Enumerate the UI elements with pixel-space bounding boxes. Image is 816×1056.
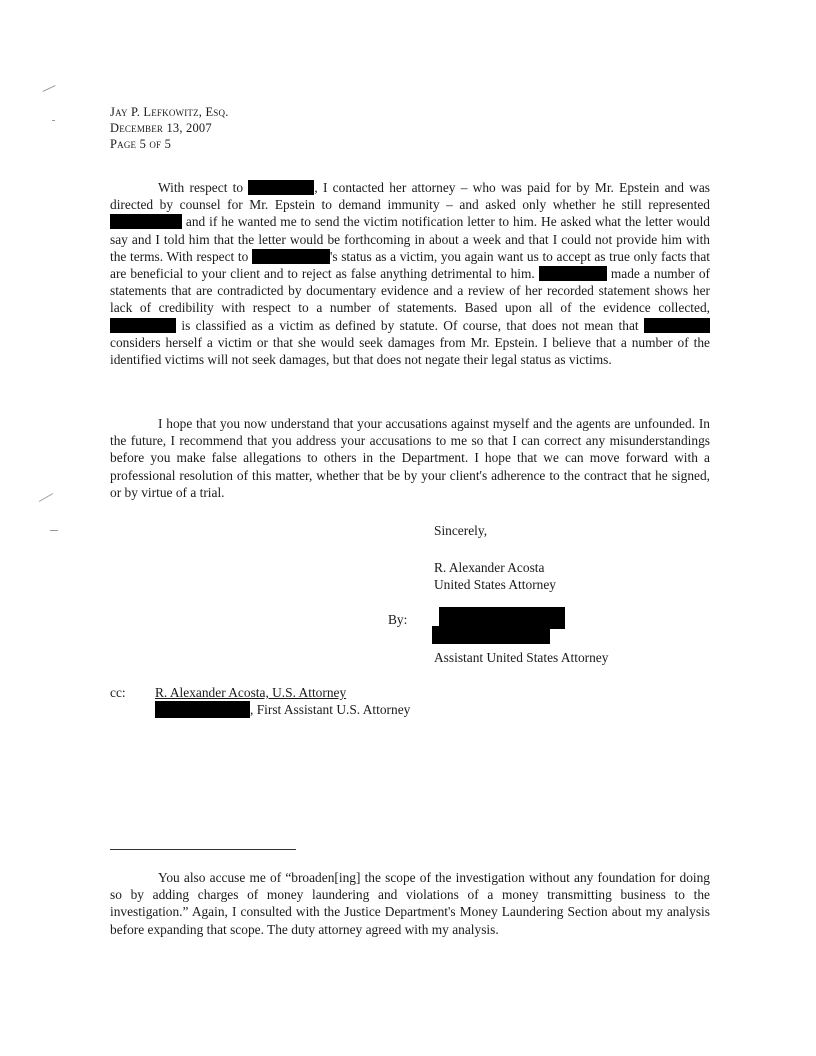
signer-name-redaction	[432, 626, 550, 644]
paragraph-text: considers herself a victim or that she would seek damages from Mr. Epstein. I believe that a number of the identified victims will not seek damages, but that does not negate their legal status as victims.	[110, 334, 710, 368]
by-label: By:	[388, 612, 408, 627]
paragraph-text: made a number of statements that are contradicted by documentary evidence and a review of her recorded statement shows her lack of credibility with respect to a number of statements. Based upon all of the evidence collected,	[110, 266, 711, 316]
paragraph-victim-status	[110, 179, 710, 368]
scan-mark	[52, 120, 55, 121]
paragraph-closing-remarks: I hope that you now understand that your accusations against myself and the agents are unfounded. In the future, I recommend that you address your accusations to me so that I can correct any misunderstandings before you make false allegations to others in the Department. I hope that we can move forward with a professional resolution of this matter, whether that be by your client's adherence to the contract that he signed, or by virtue of a trial.	[110, 416, 710, 500]
letter-header	[110, 104, 229, 152]
footnote-divider	[110, 849, 296, 850]
recipient-name: Jay P. Lefkowitz, Esq.	[110, 105, 229, 119]
paragraph-text: 's status as a victim, you again want us to accept as true only facts that are beneficial to your client and to reject as false anything detrimental to him.	[110, 248, 710, 282]
redaction-box	[252, 249, 330, 264]
cc-redaction	[155, 701, 250, 718]
paragraph-text: , I contacted her attorney – who was paid for by Mr. Epstein and was directed by counsel for Mr. Epstein to demand immunity – and asked only whether he still represented	[110, 180, 710, 213]
paragraph-text: With respect to	[158, 180, 249, 195]
scan-mark	[50, 530, 58, 531]
cc-label: cc:	[110, 685, 126, 700]
redaction-box	[539, 266, 607, 281]
signatory-title: United States Attorney	[434, 577, 556, 592]
cc-recipient-2: , First Assistant U.S. Attorney	[250, 702, 411, 717]
footnote-text: You also accuse me of “broaden[ing] the scope of the investigation without any foundation for doing so by adding charges of money laundering and violations of a money transmitting business to the investigation.” Again, I consulted with the Justice Department's Money Laundering Section about my analysis before expanding that scope. The duty attorney agreed with my analysis.	[110, 870, 710, 937]
signature-closing: Sincerely,	[434, 523, 488, 538]
redaction-box	[110, 214, 182, 229]
page-number: Page 5 of 5	[110, 137, 172, 151]
redaction-box	[110, 318, 176, 333]
paragraph-text: is classified as a victim as defined by statute. Of course, that does not mean that	[176, 317, 644, 333]
scan-mark	[39, 493, 53, 502]
redaction-box	[248, 180, 314, 195]
paragraph-text: and if he wanted me to send the victim notification letter to him. He asked what the letter would say and I told him that the letter would be forthcoming in about a week and that I could not provide him with the terms. With respect to	[110, 214, 710, 264]
cc-recipient-1: R. Alexander Acosta, U.S. Attorney	[155, 685, 347, 700]
letter-date: December 13, 2007	[110, 121, 212, 135]
signatory-name: R. Alexander Acosta	[434, 560, 545, 575]
redaction-box	[644, 318, 710, 333]
signer-title: Assistant United States Attorney	[434, 650, 609, 665]
scan-mark	[42, 85, 55, 92]
